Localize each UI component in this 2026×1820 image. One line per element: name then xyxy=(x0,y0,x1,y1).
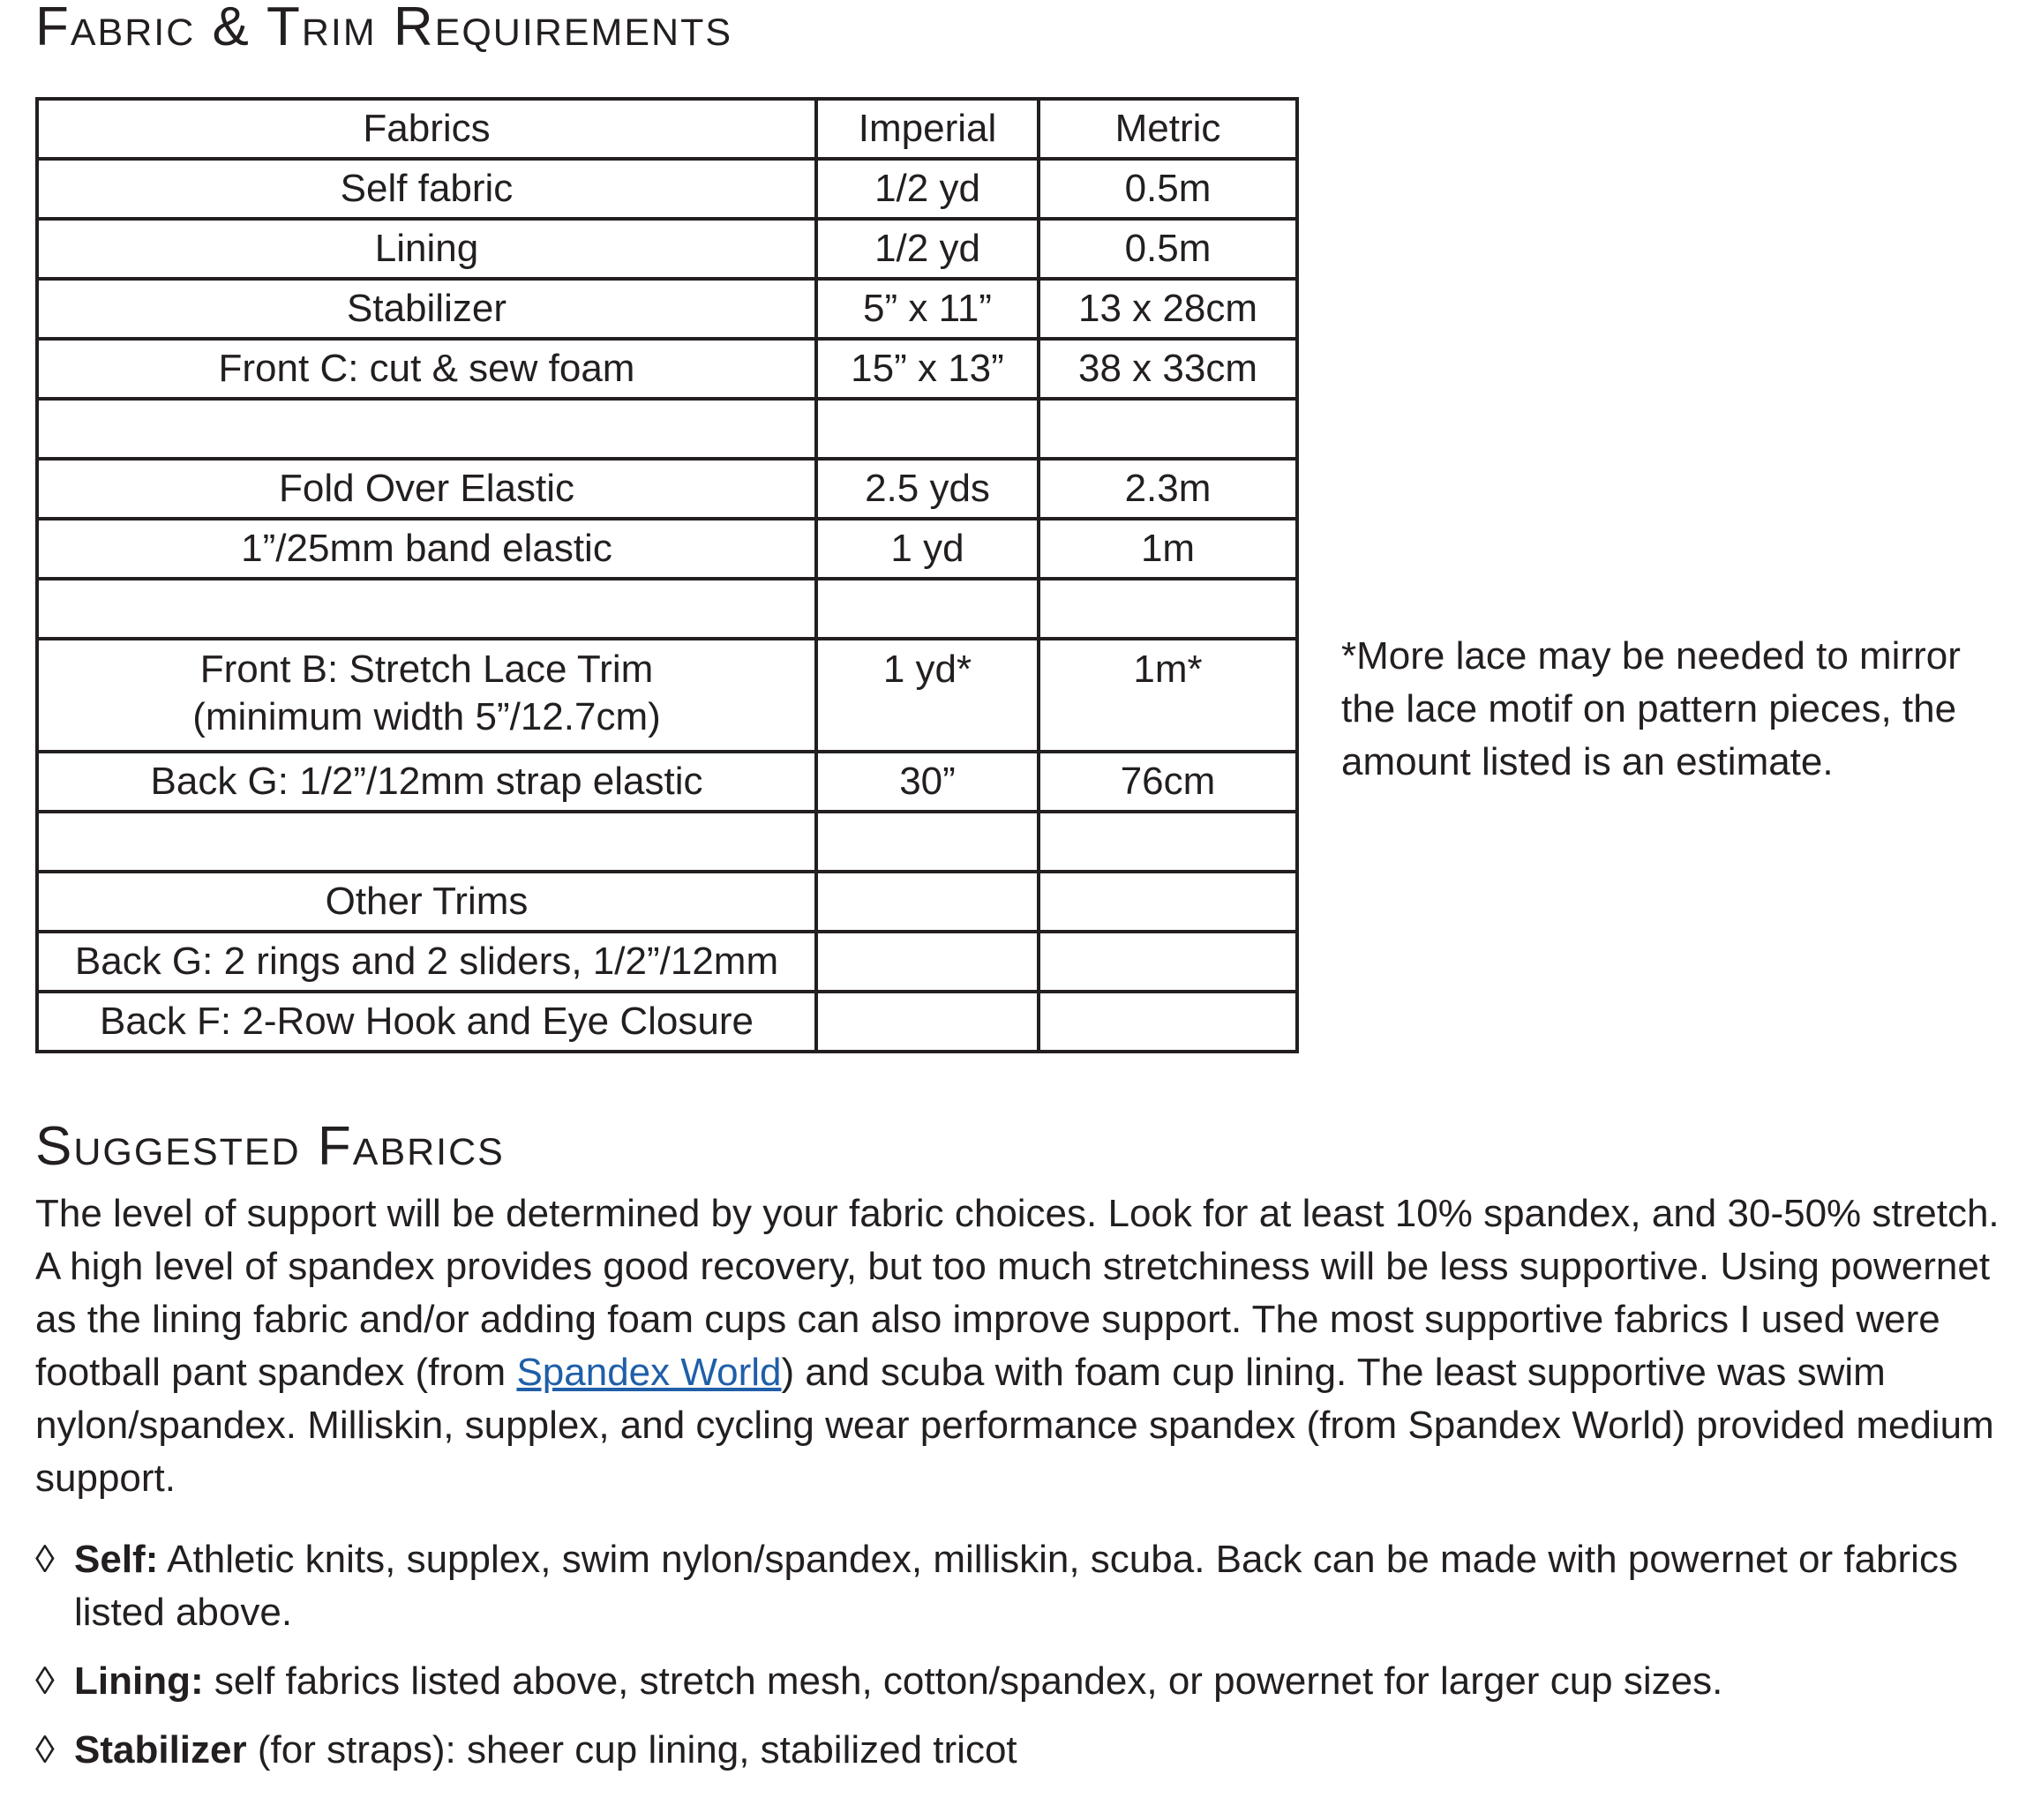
table-cell: 30” xyxy=(816,752,1039,812)
table-header-cell: Metric xyxy=(1039,99,1297,159)
table-cell xyxy=(37,579,816,639)
table-row xyxy=(37,219,1297,279)
paragraph-text: ) and scuba with foam cup lining. The least supportive was swim nylon/spandex. Milliskin, supplex, and cycling wear performance spandex (from Spandex World) provided medium support. xyxy=(35,1351,1994,1500)
table-row xyxy=(37,279,1297,339)
suggested-fabrics-heading: Suggested Fabrics xyxy=(35,1116,505,1177)
table-cell: 1/2 yd xyxy=(816,219,1039,279)
table-cell: 2.5 yds xyxy=(816,459,1039,519)
table-row xyxy=(37,639,1297,752)
list-item-text: self fabrics listed above, stretch mesh, cotton/spandex, or powernet for larger cup sizes. xyxy=(203,1659,1723,1703)
table-cell: Fold Over Elastic xyxy=(37,459,816,519)
table-cell xyxy=(1039,579,1297,639)
table-cell: 13 x 28cm xyxy=(1039,279,1297,339)
table-row xyxy=(37,459,1297,519)
table-cell: 0.5m xyxy=(1039,159,1297,219)
table-header-row xyxy=(37,99,1297,159)
table-cell: 76cm xyxy=(1039,752,1297,812)
table-cell: 1/2 yd xyxy=(816,159,1039,219)
table-cell: Other Trims xyxy=(37,872,816,932)
list-item-term: Stabilizer xyxy=(74,1728,247,1771)
table-cell: Back G: 1/2”/12mm strap elastic xyxy=(37,752,816,812)
table-cell: Stabilizer xyxy=(37,279,816,339)
table-cell: Self fabric xyxy=(37,159,816,219)
table-cell: 0.5m xyxy=(1039,219,1297,279)
list-item xyxy=(35,1724,2003,1777)
list-item xyxy=(35,1655,2003,1708)
table-cell: 1”/25mm band elastic xyxy=(37,519,816,579)
table-cell: 38 x 33cm xyxy=(1039,339,1297,399)
table-header-cell: Imperial xyxy=(816,99,1039,159)
list-item xyxy=(35,1533,2003,1639)
table-row xyxy=(37,872,1297,932)
diamond-bullet-icon: ◊ xyxy=(35,1659,55,1703)
table-row xyxy=(37,339,1297,399)
table-cell xyxy=(1039,872,1297,932)
table-spacer-row xyxy=(37,579,1297,639)
table-cell: 1 yd* xyxy=(816,639,1039,752)
paragraph-text: The level of support will be determined by your fabric choices. Look for at least 10% spandex, and 30-50% stretch. A high level of spandex provides good recovery, but too much stretchiness will be less supportive. Using powernet as the lining fabric and/or adding foam cups can also improve support. The most supportive fabrics I used were football pant spandex (from xyxy=(35,1192,2000,1394)
table-cell: Front C: cut & sew foam xyxy=(37,339,816,399)
table-cell xyxy=(816,992,1039,1052)
table-cell: Back G: 2 rings and 2 sliders, 1/2”/12mm xyxy=(37,932,816,992)
table-cell xyxy=(37,639,816,752)
table-cell xyxy=(1039,399,1297,459)
lace-trim-subline: (minimum width 5”/12.7cm) xyxy=(192,695,661,738)
table-cell: Back F: 2-Row Hook and Eye Closure xyxy=(37,992,816,1052)
table-spacer-row xyxy=(37,399,1297,459)
spandex-world-link[interactable]: Spandex World xyxy=(516,1351,782,1394)
table-cell: 2.3m xyxy=(1039,459,1297,519)
list-item-term: Self: xyxy=(74,1538,159,1581)
table-cell xyxy=(816,872,1039,932)
table-cell: Lining xyxy=(37,219,816,279)
table-cell xyxy=(37,812,816,872)
table-cell xyxy=(816,932,1039,992)
table-cell: 1 yd xyxy=(816,519,1039,579)
table-cell: 1m xyxy=(1039,519,1297,579)
fabric-trim-heading: Fabric & Trim Requirements xyxy=(35,0,733,57)
list-item-text: Athletic knits, supplex, swim nylon/spandex, milliskin, scuba. Back can be made with powernet or fabrics listed above. xyxy=(74,1538,1958,1634)
table-spacer-row xyxy=(37,812,1297,872)
table-header-cell: Fabrics xyxy=(37,99,816,159)
requirements-table xyxy=(35,97,1299,1053)
list-item-text: (for straps): sheer cup lining, stabilized tricot xyxy=(246,1728,1017,1771)
table-cell xyxy=(1039,932,1297,992)
table-cell: 1m* xyxy=(1039,639,1297,752)
table-cell xyxy=(816,399,1039,459)
lace-trim-label: Front B: Stretch Lace Trim xyxy=(199,648,654,691)
table-cell xyxy=(1039,992,1297,1052)
diamond-bullet-icon: ◊ xyxy=(35,1538,55,1581)
list-item-term: Lining: xyxy=(74,1659,204,1703)
table-row xyxy=(37,519,1297,579)
support-paragraph xyxy=(35,1187,2003,1505)
table-cell xyxy=(37,399,816,459)
lace-footnote: *More lace may be needed to mirror the lace motif on pattern pieces, the amount listed is an estimate. xyxy=(1341,634,1961,783)
table-row xyxy=(37,992,1297,1052)
table-cell xyxy=(816,812,1039,872)
table-row xyxy=(37,752,1297,812)
table-row xyxy=(37,932,1297,992)
fabric-suggestions-list xyxy=(35,1533,2003,1793)
table-cell: 5” x 11” xyxy=(816,279,1039,339)
table-cell xyxy=(1039,812,1297,872)
table-row xyxy=(37,159,1297,219)
table-cell xyxy=(816,579,1039,639)
table-cell: 15” x 13” xyxy=(816,339,1039,399)
diamond-bullet-icon: ◊ xyxy=(35,1728,55,1771)
